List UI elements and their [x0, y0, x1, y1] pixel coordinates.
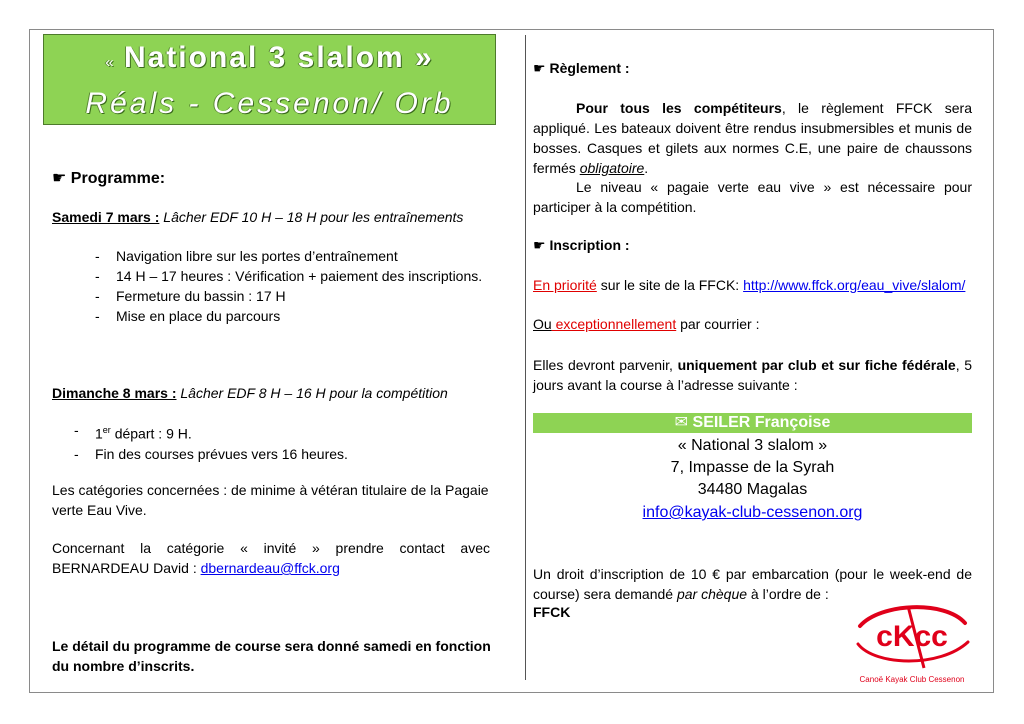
address-name-bar: ✉ SEILER Françoise — [533, 413, 972, 433]
invite-paragraph: Concernant la catégorie « invité » prendre contact avec BERNARDEAU David : dbernardeau@ffck.org — [52, 540, 490, 576]
logo-letters: cKcc — [876, 620, 948, 653]
categories-text: Les catégories concernées : de minime à vétéran titulaire de la Pagaie verte Eau Vive. — [52, 482, 489, 518]
invite-email-link[interactable]: dbernardeau@ffck.org — [200, 560, 340, 576]
courrier-line: Ou exceptionnellement par courrier : — [533, 316, 760, 332]
sunday-list — [74, 420, 348, 464]
address-line: « National 3 slalom » — [677, 437, 828, 454]
address-email — [533, 502, 972, 524]
envelope-icon: ✉ — [674, 414, 689, 431]
saturday-list — [95, 246, 482, 326]
title-banner — [43, 34, 496, 125]
address-line: 7, Impasse de la Syrah — [670, 459, 835, 476]
reglement-text: Pour tous les compétiteurs, le règlement FFCK sera appliqué. Les bateaux doivent être rendus insubmersibles et munis de bosses. Casques et gilets aux normes C.E, une paire de chaussons fermés obligatoire. — [533, 100, 972, 176]
list-item: - Fin des courses prévues vers 16 heures. — [74, 444, 348, 464]
address-email-link[interactable]: info@kayak-club-cessenon.org — [642, 504, 863, 521]
event-location: Réals - Cessenon/ Orb — [85, 87, 454, 120]
fee-payee: FFCK — [533, 604, 571, 620]
ffck-url-link[interactable]: http://www.ffck.org/eau_vive/slalom/ — [743, 277, 966, 293]
sunday-line: Dimanche 8 mars : Lâcher EDF 8 H – 16 H pour la compétition — [52, 385, 448, 401]
list-item: - 1er départ : 9 H. — [74, 420, 348, 444]
niveau-text: Le niveau « pagaie verte eau vive » est nécessaire pour participer à la compétition. — [533, 179, 972, 215]
column-divider — [525, 35, 526, 680]
detail-text: Le détail du programme de course sera donné samedi en fonction du nombre d’inscrits. — [52, 638, 491, 674]
pointing-hand-icon: ☛ — [533, 237, 546, 253]
programme-heading: ☛ Programme: — [52, 170, 166, 187]
saturday-line: Samedi 7 mars : Lâcher EDF 10 H – 18 H pour les entraînements — [52, 209, 464, 225]
priority-line: En priorité sur le site de la FFCK: http://www.ffck.org/eau_vive/slalom/ — [533, 277, 966, 293]
event-title: « National 3 slalom » — [105, 41, 434, 74]
club-logo — [850, 598, 975, 688]
address-line: 34480 Magalas — [697, 481, 808, 498]
fee-text: Un droit d’inscription de 10 € par embarcation (pour le week-end de course) sera demandé par chèque à l’ordre de : — [533, 566, 972, 602]
list-item: - 14 H – 17 heures : Vérification + paiement des inscriptions. — [95, 266, 482, 286]
pointing-hand-icon: ☛ — [533, 60, 546, 76]
pointing-hand-icon: ☛ — [52, 170, 67, 187]
list-item: - Mise en place du parcours — [95, 306, 482, 326]
inscription-heading: ☛ Inscription : — [533, 237, 630, 253]
parvenir-text: Elles devront parvenir, uniquement par club et sur fiche fédérale, 5 jours avant la course à l’adresse suivante : — [533, 357, 973, 393]
logo-caption: Canoë Kayak Club Cessenon — [859, 675, 965, 684]
club-logo-graphic — [850, 598, 975, 688]
list-item: - Fermeture du bassin : 17 H — [95, 286, 482, 306]
reglement-heading: ☛ Règlement : — [533, 60, 630, 76]
list-item: - Navigation libre sur les portes d’entraînement — [95, 246, 482, 266]
